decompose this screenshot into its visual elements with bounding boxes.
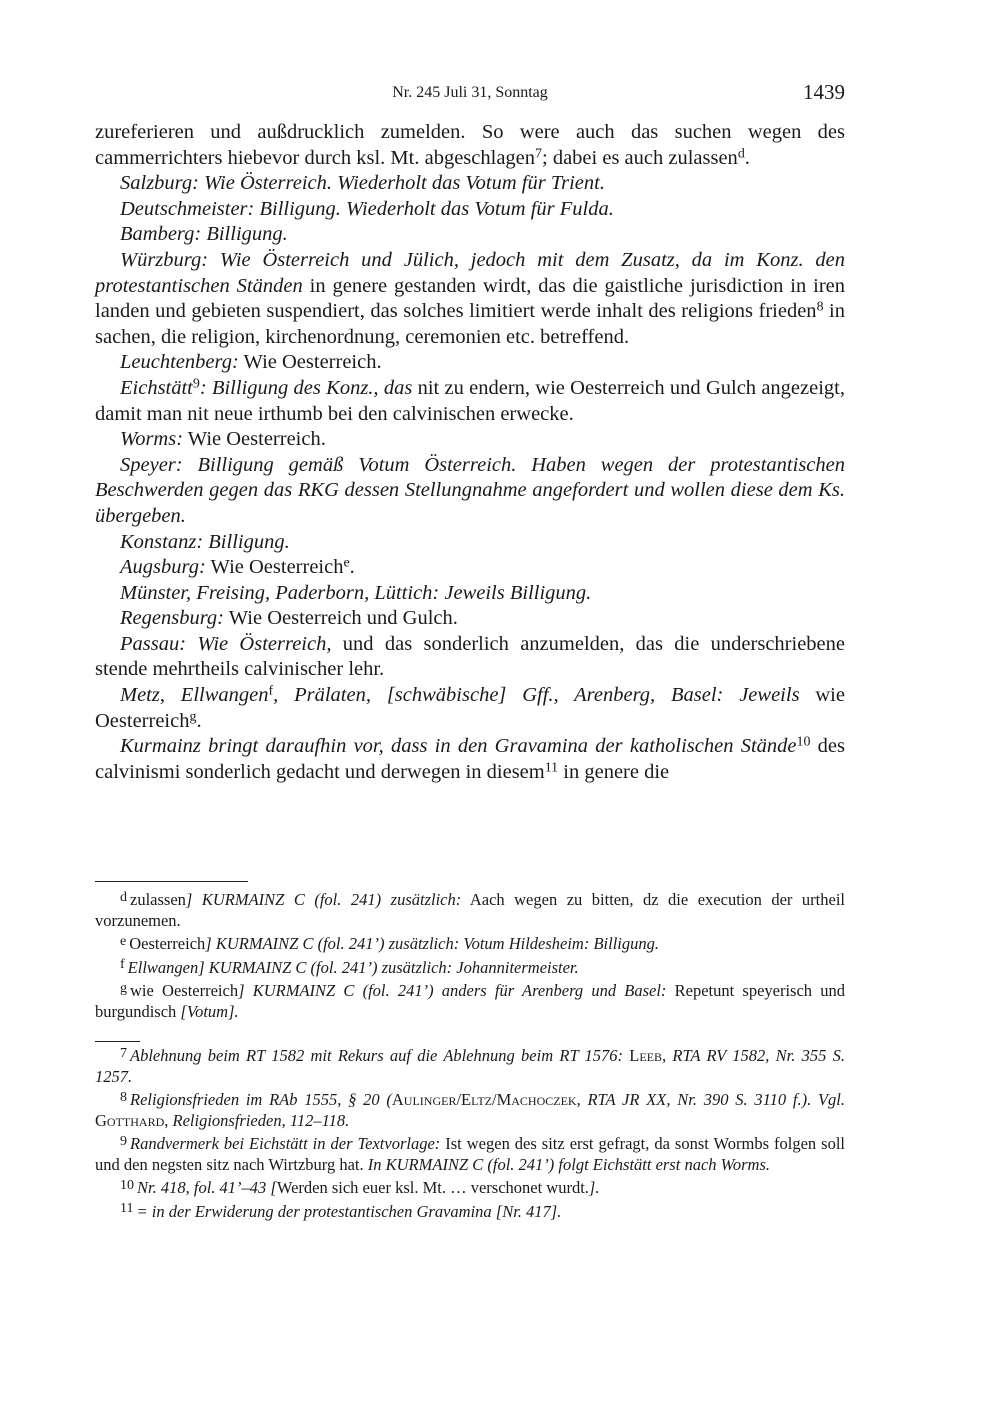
text-run: ] KURMAINZ C (fol. 241’) anders für Arenberg und Basel: — [238, 981, 667, 1000]
footnote-marker: 9 — [120, 1133, 128, 1149]
text-run: . — [744, 146, 750, 169]
paragraph — [95, 197, 845, 223]
text-run: Randvermerk bei Eichstätt in der Textvorlage: — [130, 1134, 441, 1153]
text-run: Gotthard, — [95, 1110, 169, 1130]
footnote-marker: 11 — [544, 760, 559, 776]
text-run: Augsburg: — [120, 556, 206, 579]
paragraph — [95, 222, 845, 248]
text-run: Repetunt speyerisch und burgundisch — [95, 981, 845, 1021]
footnote-marker: 9 — [192, 376, 200, 392]
footnote-marker: 8 — [120, 1089, 128, 1105]
text-run: ] KURMAINZ C (fol. 241’) zusätzlich: Votum Hildesheim: Billigung. — [205, 934, 660, 953]
paragraph — [95, 581, 845, 607]
text-run: des calvinismi sonderlich gedacht und derwegen in diesem — [95, 735, 845, 783]
paragraph — [95, 248, 845, 350]
paragraph — [95, 453, 845, 530]
text-run: Deutschmeister: Billigung. Wiederholt das Votum für Fulda. — [120, 197, 614, 220]
footnote-marker: 11 — [120, 1201, 134, 1217]
text-run: ] KURMAINZ C (fol. 241) zusätzlich: — [185, 890, 462, 909]
footnote-marker: g — [120, 980, 128, 996]
text-run: Eichstätt — [120, 376, 193, 399]
paragraph — [95, 376, 845, 427]
footnote — [95, 1090, 845, 1131]
text-run: Speyer: Billigung gemäß Votum Österreich. Haben wegen der protestantischen Beschwerden gegen das RKG dessen Stellungnahme angefordert und wollen diese dem Ks. übergeben. — [95, 453, 845, 527]
text-run: Regensburg: — [120, 607, 224, 630]
paragraph — [95, 632, 845, 683]
text-run: , Prälaten, [schwäbische] Gff., Arenberg, Basel: Jeweils — [273, 684, 800, 707]
text-run: Wie Oesterreich. — [238, 351, 382, 374]
footnote-marker: 10 — [796, 734, 811, 750]
text-run: Münster, Freising, Paderborn, Lüttich: Jeweils Billigung. — [120, 581, 592, 604]
text-run: Worms: — [120, 428, 184, 451]
text-run: : Billigung des Konz., das — [199, 376, 413, 399]
footnote-marker: d — [737, 146, 745, 162]
running-title: Nr. 245 Juli 31, Sonntag — [392, 84, 548, 101]
paragraph — [95, 734, 845, 785]
critical-note — [95, 958, 845, 979]
text-run: wie Oesterreich — [130, 981, 239, 1000]
text-run: ]. — [588, 1178, 600, 1197]
text-run: Oesterreich — [129, 934, 206, 953]
footnote-marker: 8 — [816, 299, 824, 315]
text-run: [Votum]. — [180, 1001, 239, 1021]
paragraph — [95, 683, 845, 734]
text-run: Ellwangen] KURMAINZ C (fol. 241’) zusätzlich: Johannitermeister. — [127, 957, 579, 977]
text-run: Aulinger/Eltz/Machoczek, — [391, 1090, 581, 1109]
footnote-marker: d — [120, 889, 128, 905]
text-run: in sachen, die religion, kirchenordnung, ceremonien etc. betreffend. — [95, 300, 845, 348]
paragraph — [95, 530, 845, 556]
text-run: Würzburg: Wie Österreich und Jülich, jedoch mit dem Zusatz, da im Konz. den protestantischen Ständen — [95, 248, 845, 297]
text-run: = in der Erwiderung der protestantischen Gravamina [Nr. 417]. — [136, 1201, 562, 1221]
text-run: Nr. 418, fol. 41’–43 [ — [137, 1178, 277, 1197]
paragraph — [95, 606, 845, 632]
text-run: In KURMAINZ C (fol. 241’) folgt Eichstätt erst nach Worms. — [367, 1154, 771, 1174]
paragraph — [95, 171, 845, 197]
footnote-marker: 7 — [120, 1045, 128, 1061]
footnote — [95, 1178, 845, 1199]
historical-notes-divider — [95, 1041, 140, 1042]
critical-note — [95, 890, 845, 931]
footnote-marker: f — [268, 683, 274, 699]
footnote — [95, 1046, 845, 1087]
text-run: Kurmainz bringt daraufhin vor, dass in den Gravamina der katholischen Stände — [120, 735, 797, 758]
text-run: in genere die — [558, 760, 670, 783]
critical-note — [95, 981, 845, 1022]
text-run: Passau: Wie Österreich, — [120, 632, 332, 655]
text-run: Werden sich euer ksl. Mt. … verschonet wurdt. — [276, 1178, 589, 1197]
footnote-marker: g — [189, 709, 197, 725]
text-run: Wie Oesterreich und Gulch. — [224, 607, 458, 630]
critical-note — [95, 934, 845, 955]
footnote-marker: f — [120, 957, 125, 973]
text-run: Bamberg: Billigung. — [120, 223, 288, 246]
text-run: Ist wegen des sitz erst gefragt, da sonst Wormbs folgen soll und den negsten sitz nach Wirtzburg hat. — [95, 1134, 845, 1174]
main-text — [95, 120, 845, 785]
page-number: 1439 — [803, 80, 845, 104]
text-run: ; dabei es auch zulassen — [542, 146, 738, 169]
text-run: zulassen — [130, 890, 186, 909]
text-run: Leuchtenberg: — [120, 351, 239, 374]
text-run: wie Oesterreich — [95, 684, 845, 732]
critical-notes-divider — [95, 881, 248, 882]
text-run: Wie Oesterreich. — [183, 428, 326, 451]
text-run: RTA JR XX, Nr. 390 S. 3110 f.). Vgl. — [580, 1090, 845, 1109]
text-run: RTA RV 1582, Nr. 355 S. 1257. — [95, 1046, 845, 1086]
paragraph — [95, 120, 845, 171]
footnote — [95, 1202, 845, 1223]
text-run: Konstanz: Billigung. — [120, 530, 290, 553]
text-run: nit zu endern, wie Oesterreich und Gulch angezeigt, damit man nit neue irthumb bei den calvinischen erwecke. — [95, 376, 845, 425]
text-run: und das sonderlich anzumelden, das die underschriebene stende mehrtheils calvinischer lehr. — [95, 632, 845, 681]
text-run: zureferieren und außdrucklich zumelden. So were auch das suchen wegen des cammerrichters hiebevor durch ksl. Mt. abgeschlagen — [95, 121, 845, 169]
text-run: Religionsfrieden, 112–118. — [168, 1110, 350, 1130]
footnote — [95, 1134, 845, 1175]
paragraph — [95, 427, 845, 453]
text-run: Leeb, — [623, 1046, 667, 1065]
text-run: . — [196, 709, 202, 732]
text-run: Ablehnung beim RT 1582 mit Rekurs auf die Ablehnung beim RT 1576: — [130, 1046, 624, 1065]
text-run: Religionsfrieden im RAb 1555, § 20 ( — [130, 1090, 392, 1109]
text-run: Aach wegen zu bitten, dz die execution der urtheil vorzunemen. — [95, 890, 846, 930]
text-run: Metz, Ellwangen — [120, 684, 269, 707]
footnote-marker: 7 — [535, 146, 542, 162]
footnote-marker: e — [343, 555, 350, 571]
text-run: Salzburg: Wie Österreich. Wiederholt das Votum für Trient. — [120, 172, 605, 195]
footnote-marker: 10 — [120, 1177, 135, 1193]
paragraph — [95, 350, 845, 376]
text-run: . — [349, 556, 355, 579]
page-header — [95, 80, 845, 106]
text-run: Wie Oesterreich — [205, 556, 344, 579]
critical-apparatus — [95, 890, 845, 1025]
paragraph — [95, 555, 845, 581]
historical-footnotes — [95, 1046, 845, 1225]
text-run: in genere gestanden wirdt, das die gaistliche jurisdiction in iren landen und gebieten suspendiert, das solches limitiert werde inhalt des religions frieden — [95, 274, 845, 323]
footnote-marker: e — [120, 933, 127, 949]
